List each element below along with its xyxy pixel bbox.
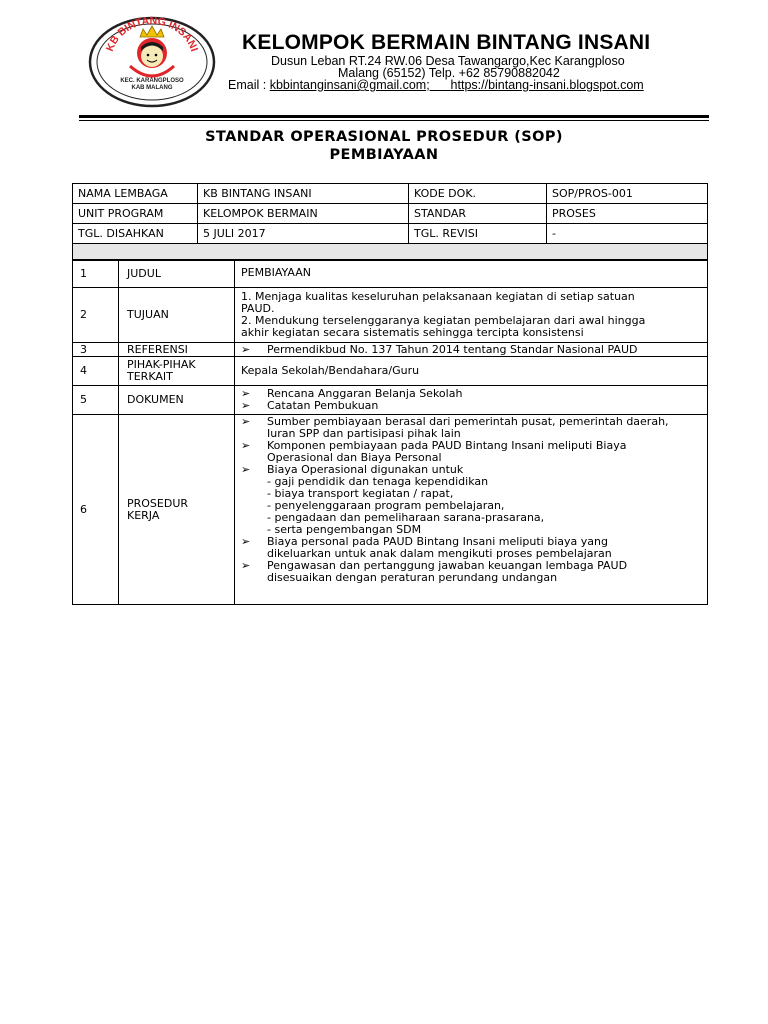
bullet-item: ➢ Biaya Operasional digunakan untuk bbox=[241, 464, 702, 476]
table-row bbox=[73, 224, 708, 244]
bullet-continuation: disesuaikan dengan peraturan perundang undangan bbox=[267, 571, 558, 584]
row-label: REFERENSI bbox=[119, 343, 235, 357]
sub-item: - gaji pendidik dan tenaga kependidikan bbox=[267, 475, 489, 488]
row-content bbox=[235, 343, 708, 357]
bullet-item: ➢ Komponen pembiayaan pada PAUD Bintang Insani meliputi Biaya bbox=[241, 440, 702, 452]
row-label: PIHAK-PIHAK TERKAIT bbox=[119, 357, 235, 386]
purpose-line: akhir kegiatan secara sistematis sehingga tercipta konsistensi bbox=[241, 326, 584, 339]
shaded-separator-row bbox=[73, 244, 708, 261]
metadata-table bbox=[72, 183, 708, 261]
bullet-continuation: Iuran SPP dan partisipasi pihak lain bbox=[267, 427, 461, 440]
sub-item: - serta pengembangan SDM bbox=[267, 523, 422, 536]
meta-label: STANDAR bbox=[409, 204, 547, 224]
purpose-line: PAUD. bbox=[241, 302, 275, 315]
email-link[interactable]: kbbintanginsani@gmail.com bbox=[269, 78, 427, 92]
meta-value: KELOMPOK BERMAIN bbox=[198, 204, 409, 224]
table-row bbox=[73, 357, 708, 386]
sub-item: - penyelenggaraan program pembelajaran, bbox=[267, 499, 505, 512]
row-label: JUDUL bbox=[119, 260, 235, 288]
table-row bbox=[73, 343, 708, 357]
organization-name: KELOMPOK BERMAIN BINTANG INSANI bbox=[242, 31, 651, 54]
meta-value: 5 JULI 2017 bbox=[198, 224, 409, 244]
meta-label: UNIT PROGRAM bbox=[73, 204, 198, 224]
meta-label: TGL. REVISI bbox=[409, 224, 547, 244]
meta-value: PROSES bbox=[547, 204, 708, 224]
row-content bbox=[235, 415, 708, 605]
header-rule-thick bbox=[79, 115, 709, 118]
sub-item: - pengadaan dan pemeliharaan sarana-prasarana, bbox=[267, 511, 545, 524]
meta-label: TGL. DISAHKAN bbox=[73, 224, 198, 244]
document-title: STANDAR OPERASIONAL PROSEDUR (SOP) bbox=[205, 129, 563, 145]
website-link[interactable]: https://bintang-insani.blogspot.com bbox=[450, 78, 644, 92]
contact-line bbox=[228, 78, 644, 92]
table-row bbox=[73, 204, 708, 224]
row-content bbox=[235, 288, 708, 343]
table-row bbox=[73, 288, 708, 343]
table-row bbox=[73, 415, 708, 605]
logo-arc-text: KB BINTANG INSANI bbox=[103, 14, 201, 54]
meta-label: KODE DOK. bbox=[409, 184, 547, 204]
row-number: 6 bbox=[73, 415, 119, 605]
address-line-2: Malang (65152) Telp. +62 85790882042 bbox=[338, 66, 560, 80]
meta-label: NAMA LEMBAGA bbox=[73, 184, 198, 204]
bullet-item: ➢ Pengawasan dan pertanggung jawaban keuangan lembaga PAUD bbox=[241, 560, 702, 572]
bullet-item: ➢ Sumber pembiayaan berasal dari pemerintah pusat, pemerintah daerah, bbox=[241, 416, 702, 428]
row-number: 2 bbox=[73, 288, 119, 343]
row-number: 4 bbox=[73, 357, 119, 386]
row-label: DOKUMEN bbox=[119, 386, 235, 415]
row-content: Kepala Sekolah/Bendahara/Guru bbox=[235, 357, 708, 386]
email-label: Email : bbox=[228, 78, 270, 92]
address-line-1: Dusun Leban RT.24 RW.06 Desa Tawangargo,Kec Karangploso bbox=[271, 54, 625, 68]
row-label: TUJUAN bbox=[119, 288, 235, 343]
row-content: PEMBIAYAAN bbox=[235, 260, 708, 288]
row-number: 5 bbox=[73, 386, 119, 415]
bullet-item: ➢ Rencana Anggaran Belanja Sekolah bbox=[241, 388, 702, 400]
bullet-continuation: Operasional dan Biaya Personal bbox=[267, 451, 442, 464]
table-row bbox=[73, 184, 708, 204]
meta-value: SOP/PROS-001 bbox=[547, 184, 708, 204]
row-content bbox=[235, 386, 708, 415]
bullet-continuation: dikeluarkan untuk anak dalam mengikuti proses pembelajaran bbox=[267, 547, 612, 560]
meta-value: KB BINTANG INSANI bbox=[198, 184, 409, 204]
bullet-item: ➢ Catatan Pembukuan bbox=[241, 400, 702, 412]
sop-table bbox=[72, 259, 708, 605]
bullet-item: ➢ Permendikbud No. 137 Tahun 2014 tentang Standar Nasional PAUD bbox=[241, 344, 702, 356]
logo-lower-line2: KAB MALANG bbox=[131, 85, 173, 91]
table-row bbox=[73, 386, 708, 415]
row-number: 1 bbox=[73, 260, 119, 288]
sub-item: - biaya transport kegiatan / rapat, bbox=[267, 487, 454, 500]
purpose-line: 1. Menjaga kualitas keseluruhan pelaksanaan kegiatan di setiap satuan bbox=[241, 290, 635, 303]
logo-lower-line1: KEC. KARANGPLOSO bbox=[120, 78, 184, 84]
purpose-line: 2. Mendukung terselenggaranya kegiatan pembelajaran dari awal hingga bbox=[241, 314, 646, 327]
bullet-item: ➢ Biaya personal pada PAUD Bintang Insani meliputi biaya yang bbox=[241, 536, 702, 548]
document-subtitle: PEMBIAYAAN bbox=[329, 147, 439, 163]
row-number: 3 bbox=[73, 343, 119, 357]
header-rule-thin bbox=[79, 120, 709, 121]
table-row bbox=[73, 260, 708, 288]
school-logo bbox=[83, 10, 221, 108]
row-label: PROSEDUR KERJA bbox=[119, 415, 235, 605]
meta-value: - bbox=[547, 224, 708, 244]
separator: ; bbox=[426, 78, 430, 92]
